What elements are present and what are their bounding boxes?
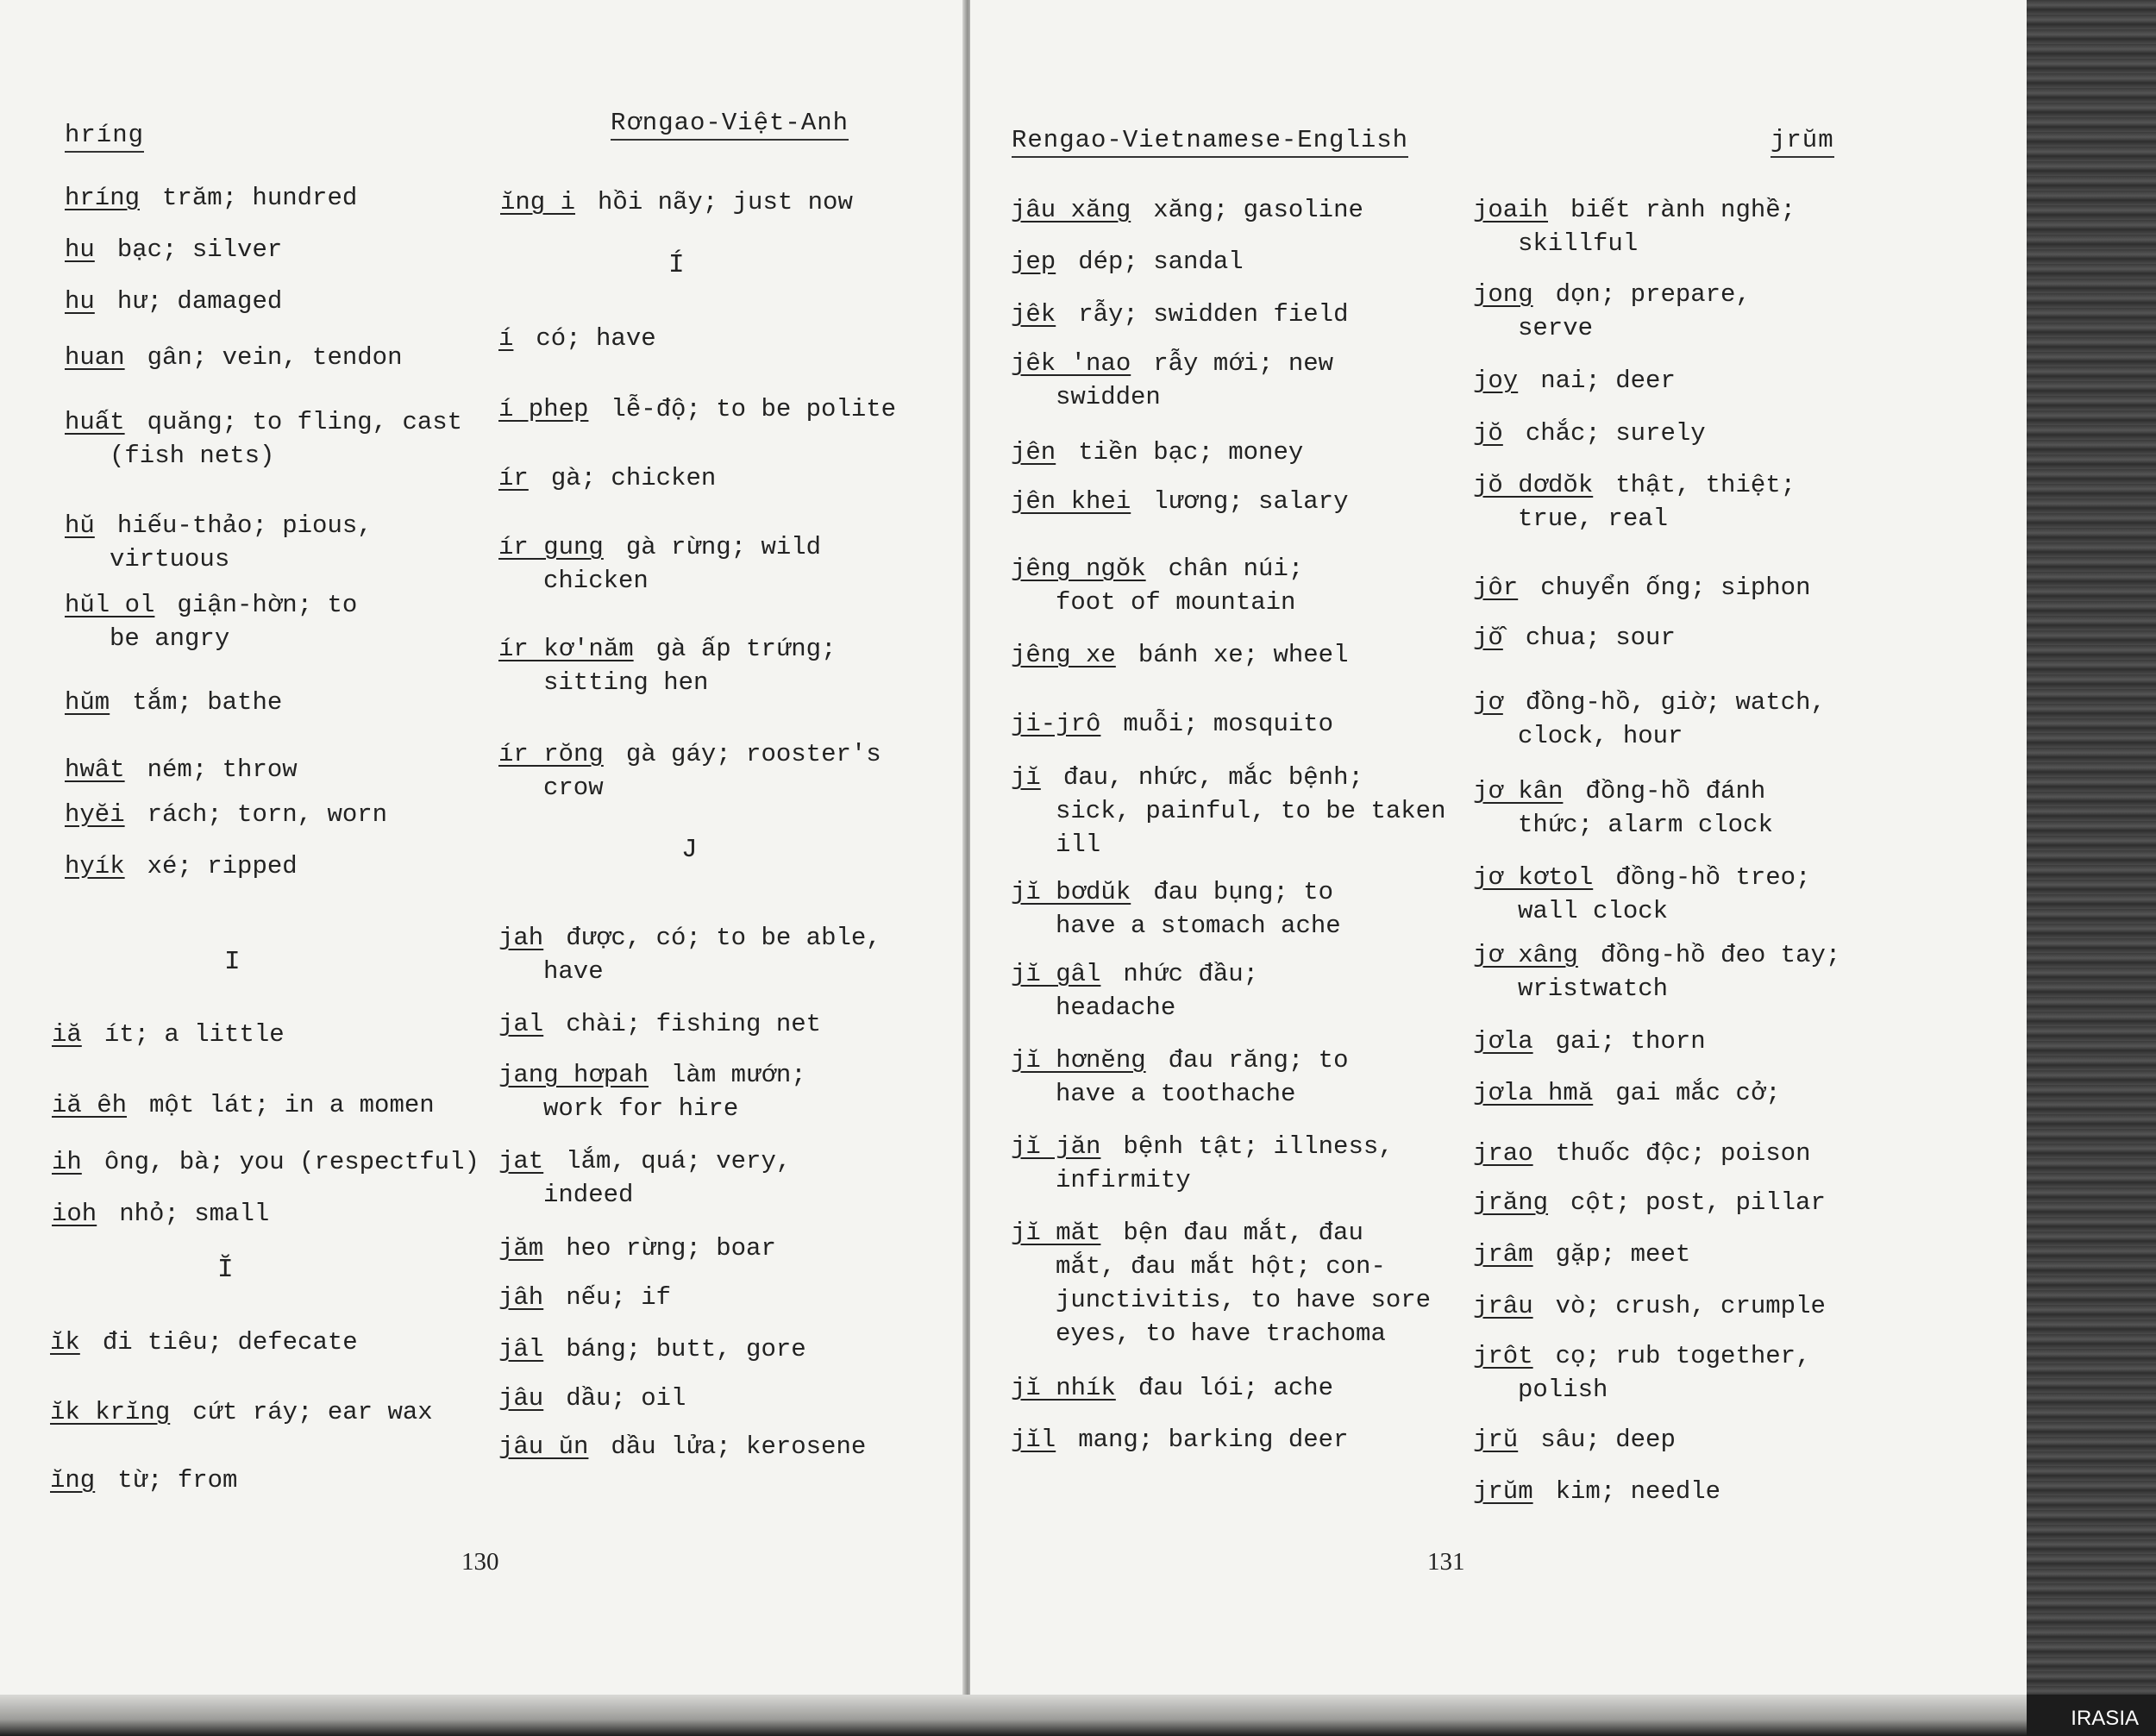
entry-definition-continued: have a toothache xyxy=(1056,1080,1296,1108)
entry-definition-continued: true, real xyxy=(1518,505,1669,533)
entry-headword: jơ xyxy=(1473,688,1503,717)
entry-definition: được, có; to be able, xyxy=(566,924,881,952)
entry-headword: jĭ măt xyxy=(1011,1219,1101,1247)
entry-headword: jrâm xyxy=(1473,1240,1533,1269)
dictionary-entry xyxy=(50,1463,237,1497)
entry-definition-continued: headache xyxy=(1056,993,1176,1022)
entry-definition: đau răng; to xyxy=(1168,1046,1349,1075)
entry-definition: gà ấp trứng; xyxy=(655,635,837,663)
entry-headword: jrŭ xyxy=(1473,1426,1519,1454)
entry-definition-continued: sick, painful, to be taken xyxy=(1056,797,1446,825)
dictionary-entry xyxy=(498,632,836,699)
entry-headword: ĭng i xyxy=(500,188,576,216)
dictionary-entry xyxy=(65,405,462,473)
entry-definition: chắc; surely xyxy=(1525,419,1706,448)
dictionary-entry xyxy=(1011,1423,1348,1457)
entry-headword: jĭ gâl xyxy=(1011,960,1101,988)
dictionary-entry xyxy=(1011,1043,1348,1111)
entry-headword: ír kơ'năm xyxy=(498,635,634,663)
dictionary-entry xyxy=(498,392,896,426)
dictionary-entry xyxy=(1473,468,1796,536)
entry-definition: đồng-hồ đeo tay; xyxy=(1600,941,1841,969)
entry-headword: huan xyxy=(65,343,125,372)
entry-headword: hŭm xyxy=(65,688,110,717)
dictionary-entry xyxy=(1011,761,1445,862)
entry-definition: cứt ráy; ear wax xyxy=(192,1398,433,1426)
dictionary-entry xyxy=(65,753,298,787)
entry-definition: thuốc độc; poison xyxy=(1555,1139,1811,1168)
entry-definition: dầu; oil xyxy=(566,1384,686,1413)
entry-headword: jêng ngŏk xyxy=(1011,555,1146,583)
entry-definition-continued: mắt, đau mắt hột; con- xyxy=(1056,1252,1386,1281)
entry-definition: thật, thiệt; xyxy=(1615,471,1796,499)
entry-definition: hiếu-thảo; pious, xyxy=(116,511,373,540)
entry-headword: ĭng xyxy=(50,1466,96,1495)
entry-definition: chân núi; xyxy=(1168,555,1304,583)
entry-definition: rẫy; swidden field xyxy=(1078,300,1349,329)
left-guide-word: hríng xyxy=(65,121,144,153)
entry-headword: jâh xyxy=(498,1283,544,1312)
entry-definition: rẫy mới; new xyxy=(1153,349,1334,378)
entry-headword: ĭk krĭng xyxy=(50,1398,171,1426)
dictionary-entry xyxy=(1473,571,1810,605)
entry-definition-continued: skillful xyxy=(1518,229,1639,258)
entry-definition: rách; torn, worn xyxy=(147,800,388,829)
entry-headword: jêng xe xyxy=(1011,641,1116,669)
entry-headword: hu xyxy=(65,235,95,264)
entry-definition: bện đau mắt, đau xyxy=(1123,1219,1363,1247)
entry-definition: heo rừng; boar xyxy=(566,1234,776,1263)
dictionary-entry xyxy=(1011,298,1348,331)
dictionary-entry xyxy=(52,1018,285,1051)
entry-definition: chài; fishing net xyxy=(566,1010,822,1038)
entry-headword: jrao xyxy=(1473,1139,1533,1168)
entry-definition: mang; barking deer xyxy=(1078,1426,1349,1454)
entry-headword: jep xyxy=(1011,248,1056,276)
entry-definition: dép; sandal xyxy=(1078,248,1244,276)
entry-headword: jâu xyxy=(498,1384,544,1413)
entry-headword: í phep xyxy=(498,395,589,423)
entry-headword: jơ kân xyxy=(1473,777,1564,805)
entry-headword: jêk xyxy=(1011,300,1056,329)
entry-definition: gai; thorn xyxy=(1555,1027,1706,1056)
entry-headword: jơ xâng xyxy=(1473,941,1578,969)
entry-headword: jĭ bơdŭk xyxy=(1011,878,1131,906)
entry-headword: ír rŏng xyxy=(498,740,604,768)
dictionary-entry xyxy=(1473,1238,1690,1271)
dictionary-entry xyxy=(498,461,716,495)
entry-headword: ioh xyxy=(52,1200,97,1228)
entry-headword: iă xyxy=(52,1020,82,1049)
entry-headword: jêk 'nao xyxy=(1011,349,1131,378)
entry-headword: hyĕi xyxy=(65,800,125,829)
entry-definition: nếu; if xyxy=(566,1283,672,1312)
entry-headword: joaih xyxy=(1473,196,1549,224)
dictionary-entry xyxy=(1473,1186,1826,1219)
entry-definition: đồng-hồ treo; xyxy=(1615,863,1811,892)
entry-definition-continued: eyes, to have trachoma xyxy=(1056,1319,1386,1348)
entry-headword: jơla hmă xyxy=(1473,1079,1594,1107)
entry-definition: lễ-độ; to be polite xyxy=(611,395,897,423)
entry-definition: báng; butt, gore xyxy=(566,1335,806,1363)
entry-definition: sâu; deep xyxy=(1540,1426,1676,1454)
scan-edge-shadow xyxy=(2027,0,2156,1695)
entry-headword: jŏ̂ xyxy=(1473,624,1503,652)
entry-definition: gặp; meet xyxy=(1555,1240,1691,1269)
section-letter-i-acute: Í xyxy=(668,250,685,280)
left-page-number: 130 xyxy=(461,1548,499,1576)
entry-definition-continued: have a stomach ache xyxy=(1056,912,1341,940)
entry-headword: jĭ nhík xyxy=(1011,1374,1116,1402)
dictionary-entry xyxy=(65,686,282,719)
entry-headword: jah xyxy=(498,924,544,952)
entry-definition-continued: swidden xyxy=(1056,383,1161,411)
dictionary-entry xyxy=(1473,278,1751,345)
entry-definition-continued: junctivitis, to have sore xyxy=(1056,1286,1432,1314)
entry-definition: nhức đầu; xyxy=(1123,960,1259,988)
dictionary-entry xyxy=(498,1007,821,1041)
dictionary-entry xyxy=(498,921,881,988)
entry-headword: ih xyxy=(52,1148,82,1176)
entry-headword: í xyxy=(498,324,514,353)
entry-definition: hồi nãy; just now xyxy=(598,188,853,216)
entry-headword: jŏ xyxy=(1473,419,1503,448)
dictionary-entry xyxy=(1473,774,1773,842)
dictionary-entry xyxy=(498,530,821,598)
entry-definition: bạc; silver xyxy=(116,235,283,264)
entry-definition: quăng; to fling, cast xyxy=(147,408,463,436)
entry-headword: hu xyxy=(65,287,95,316)
entry-headword: hyík xyxy=(65,852,125,881)
entry-headword: jrŭm xyxy=(1473,1477,1533,1506)
entry-definition: tắm; bathe xyxy=(132,688,283,717)
dictionary-entry xyxy=(498,1281,671,1314)
entry-definition: bánh xe; wheel xyxy=(1138,641,1349,669)
entry-definition: đồng-hồ đánh xyxy=(1585,777,1766,805)
dictionary-entry xyxy=(1473,1423,1676,1457)
source-credit: IRASIA xyxy=(2071,1707,2139,1730)
dictionary-entry xyxy=(1473,1339,1810,1407)
entry-definition: ít; a little xyxy=(103,1020,285,1049)
entry-definition: một lát; in a momen xyxy=(149,1091,435,1119)
entry-definition-continued: ill xyxy=(1056,830,1101,859)
dictionary-entry xyxy=(52,1088,435,1122)
entry-definition: dầu lửa; kerosene xyxy=(611,1432,867,1461)
dictionary-entry xyxy=(1473,364,1676,398)
entry-definition: đồng-hồ, giờ; watch, xyxy=(1525,688,1826,717)
entry-definition: biết rành nghề; xyxy=(1570,196,1796,224)
entry-definition-continued: virtuous xyxy=(110,545,230,573)
entry-headword: jên xyxy=(1011,438,1056,467)
entry-definition-continued: foot of mountain xyxy=(1056,588,1296,617)
entry-definition: đau, nhức, mắc bệnh; xyxy=(1062,763,1363,792)
dictionary-entry xyxy=(498,1332,806,1366)
dictionary-entry xyxy=(498,1231,776,1265)
dictionary-entry xyxy=(500,185,853,219)
entry-headword: jâl xyxy=(498,1335,544,1363)
right-page xyxy=(970,0,2031,1695)
entry-definition: chuyển ống; siphon xyxy=(1540,573,1811,602)
dictionary-entry xyxy=(1473,1076,1781,1110)
entry-headword: jang hơpah xyxy=(498,1061,649,1089)
entry-definition: vò; crush, crumple xyxy=(1555,1292,1826,1320)
entry-definition: kim; needle xyxy=(1555,1477,1721,1506)
entry-headword: jrâu xyxy=(1473,1292,1533,1320)
entry-headword: ír xyxy=(498,464,529,492)
dictionary-entry xyxy=(65,181,357,215)
dictionary-entry xyxy=(1473,1475,1720,1508)
entry-definition: giận-hờn; to xyxy=(177,591,358,619)
dictionary-entry xyxy=(52,1145,479,1179)
entry-definition: đi tiêu; defecate xyxy=(102,1328,358,1357)
entry-definition: gai mắc cở; xyxy=(1615,1079,1781,1107)
entry-definition: gà; chicken xyxy=(550,464,717,492)
entry-headword: jong xyxy=(1473,280,1533,309)
dictionary-entry xyxy=(1011,707,1333,741)
entry-headword: jat xyxy=(498,1147,544,1175)
dictionary-entry xyxy=(65,233,282,266)
dictionary-entry xyxy=(498,322,656,355)
entry-headword: jơ kơtol xyxy=(1473,863,1594,892)
dictionary-entry xyxy=(498,1430,866,1463)
entry-definition-continued: be angry xyxy=(110,624,230,653)
entry-definition: làm mướn; xyxy=(671,1061,806,1089)
entry-definition-continued: thức; alarm clock xyxy=(1518,811,1773,839)
entry-headword: jĭ jăn xyxy=(1011,1132,1101,1161)
entry-definition-continued: polish xyxy=(1518,1376,1608,1404)
entry-definition: có; have xyxy=(536,324,656,353)
entry-definition-continued: chicken xyxy=(543,567,649,595)
entry-headword: iă êh xyxy=(52,1091,128,1119)
entry-headword: hŭ xyxy=(65,511,95,540)
entry-headword: jĭl xyxy=(1011,1426,1056,1454)
entry-definition-continued: clock, hour xyxy=(1518,722,1683,750)
entry-headword: jĭ xyxy=(1011,763,1041,792)
dictionary-entry xyxy=(1011,347,1333,414)
entry-definition: muỗi; mosquito xyxy=(1123,710,1334,738)
entry-headword: jŏ dơdŏk xyxy=(1473,471,1594,499)
dictionary-entry xyxy=(1011,1371,1333,1405)
entry-definition: dọn; prepare, xyxy=(1555,280,1751,309)
section-letter-i-breve: Ĭ xyxy=(217,1255,234,1285)
entry-definition-continued: wall clock xyxy=(1518,897,1669,925)
dictionary-entry xyxy=(1011,436,1303,469)
entry-headword: jrăng xyxy=(1473,1188,1549,1217)
entry-definition-continued: infirmity xyxy=(1056,1166,1191,1194)
entry-definition: trăm; hundred xyxy=(162,184,358,212)
entry-definition: gân; vein, tendon xyxy=(147,343,403,372)
entry-definition: từ; from xyxy=(117,1466,238,1495)
entry-definition: hư; damaged xyxy=(116,287,283,316)
entry-definition-continued: wristwatch xyxy=(1518,975,1669,1003)
dictionary-entry xyxy=(52,1197,269,1231)
dictionary-entry xyxy=(65,588,357,655)
dictionary-entry xyxy=(65,798,387,831)
entry-definition: tiền bạc; money xyxy=(1078,438,1304,467)
dictionary-entry xyxy=(1473,1025,1706,1058)
entry-definition: nai; deer xyxy=(1540,367,1676,395)
entry-definition: lắm, quá; very, xyxy=(566,1147,792,1175)
dictionary-entry xyxy=(1473,861,1810,928)
dictionary-entry xyxy=(1473,686,1826,753)
entry-definition: cọ; rub together, xyxy=(1555,1342,1811,1370)
left-running-title: Rơngao-Việt-Anh xyxy=(611,109,849,141)
entry-headword: jăm xyxy=(498,1234,544,1263)
dictionary-entry xyxy=(498,737,881,805)
entry-headword: huất xyxy=(65,408,125,436)
right-guide-word: jrŭm xyxy=(1771,126,1834,158)
section-letter-i: I xyxy=(224,947,241,977)
dictionary-entry xyxy=(1011,193,1363,227)
entry-definition: bệnh tật; illness, xyxy=(1123,1132,1394,1161)
entry-definition-continued: serve xyxy=(1518,314,1594,342)
dictionary-entry xyxy=(1011,638,1348,672)
dictionary-entry xyxy=(1011,957,1258,1025)
entry-headword: ji-jrô xyxy=(1011,710,1101,738)
dictionary-entry xyxy=(1011,552,1303,619)
entry-definition: ông, bà; you (respectful) xyxy=(103,1148,479,1176)
dictionary-entry xyxy=(1473,417,1706,450)
entry-definition: đau bụng; to xyxy=(1153,878,1334,906)
entry-headword: jâu xăng xyxy=(1011,196,1131,224)
entry-headword: hŭl ol xyxy=(65,591,155,619)
dictionary-entry xyxy=(1473,621,1676,655)
dictionary-entry xyxy=(1011,485,1348,518)
entry-definition: ném; throw xyxy=(147,755,298,784)
dictionary-entry xyxy=(1011,875,1341,943)
entry-headword: jơla xyxy=(1473,1027,1533,1056)
entry-headword: ĭk xyxy=(50,1328,80,1357)
scan-bottom-streak xyxy=(0,1695,2027,1736)
entry-definition: gà rừng; wild xyxy=(625,533,822,561)
entry-definition-continued: indeed xyxy=(543,1181,634,1209)
dictionary-entry xyxy=(65,509,373,576)
dictionary-entry xyxy=(1473,1289,1826,1323)
dictionary-entry xyxy=(1011,1130,1394,1197)
dictionary-entry xyxy=(50,1395,433,1429)
right-page-number: 131 xyxy=(1427,1548,1465,1576)
entry-headword: hríng xyxy=(65,184,141,212)
entry-definition-continued: (fish nets) xyxy=(110,442,275,470)
dictionary-entry xyxy=(498,1382,686,1415)
entry-headword: jâu ŭn xyxy=(498,1432,589,1461)
entry-headword: joy xyxy=(1473,367,1519,395)
left-page xyxy=(0,0,968,1736)
dictionary-entry xyxy=(65,849,298,883)
dictionary-entry xyxy=(50,1326,358,1359)
entry-headword: jĭ hơnĕng xyxy=(1011,1046,1146,1075)
entry-definition-continued: work for hire xyxy=(543,1094,739,1123)
dictionary-entry xyxy=(65,285,282,318)
entry-headword: jôr xyxy=(1473,573,1519,602)
entry-definition: gà gáy; rooster's xyxy=(625,740,881,768)
entry-headword: jal xyxy=(498,1010,544,1038)
entry-headword: ír gung xyxy=(498,533,604,561)
entry-headword: jrôt xyxy=(1473,1342,1533,1370)
dictionary-entry xyxy=(1011,245,1244,279)
entry-definition: lương; salary xyxy=(1153,487,1349,516)
dictionary-entry xyxy=(1473,938,1840,1006)
dictionary-entry xyxy=(498,1058,806,1125)
entry-definition: xé; ripped xyxy=(147,852,298,881)
dictionary-entry xyxy=(1473,1137,1810,1170)
entry-definition-continued: crow xyxy=(543,774,604,802)
entry-definition-continued: sitting hen xyxy=(543,668,709,697)
dictionary-entry xyxy=(1473,193,1796,260)
entry-definition-continued: have xyxy=(543,957,604,986)
dictionary-entry xyxy=(65,341,402,374)
entry-definition: xăng; gasoline xyxy=(1153,196,1363,224)
section-letter-j: J xyxy=(681,835,698,865)
entry-definition: chua; sour xyxy=(1525,624,1676,652)
right-running-title: Rengao-Vietnamese-English xyxy=(1012,126,1408,158)
dictionary-entry xyxy=(1011,1216,1431,1351)
dictionary-entry xyxy=(498,1144,791,1212)
entry-definition: cột; post, pillar xyxy=(1570,1188,1826,1217)
entry-definition: nhỏ; small xyxy=(119,1200,270,1228)
entry-definition: đau lói; ache xyxy=(1138,1374,1334,1402)
entry-headword: hwât xyxy=(65,755,125,784)
entry-headword: jên khei xyxy=(1011,487,1131,516)
